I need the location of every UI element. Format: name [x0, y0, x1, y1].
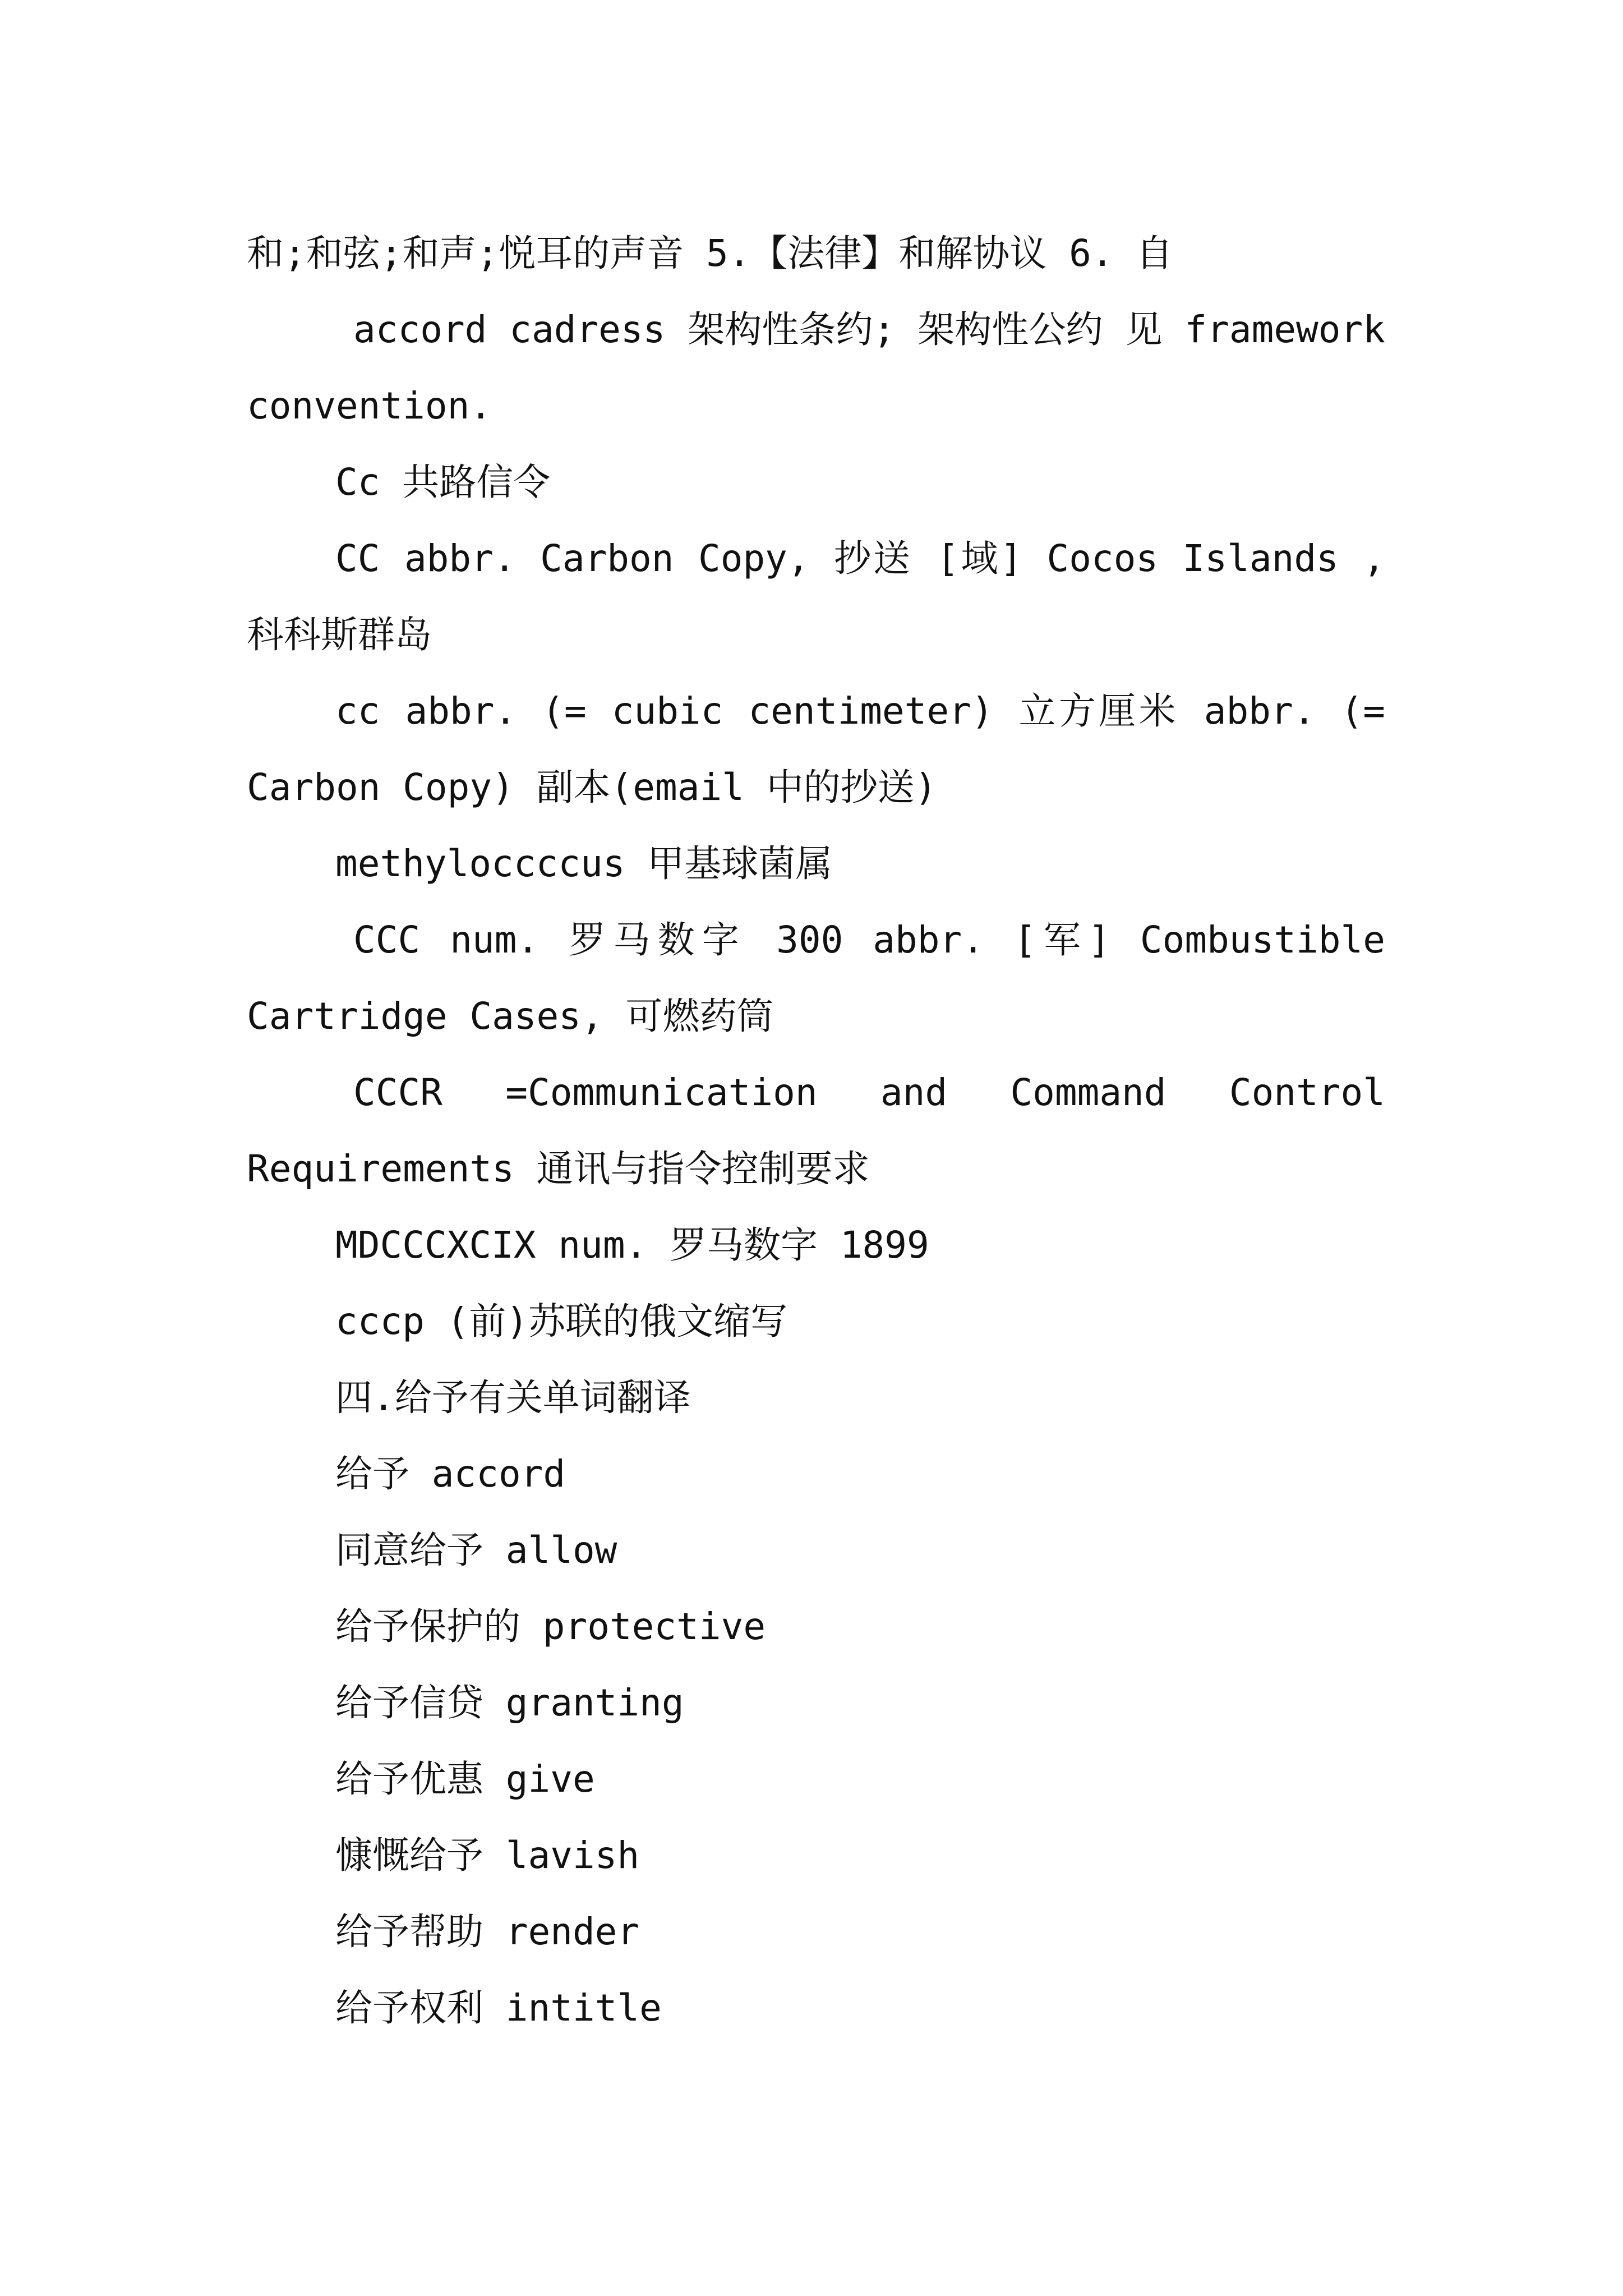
translation-item: 给予保护的 protective: [335, 1605, 766, 1648]
paragraph-10: cccp (前)苏联的俄文缩写: [335, 1300, 788, 1343]
document-body: [247, 215, 1385, 2046]
translation-item: 给予 accord: [335, 1452, 566, 1496]
translation-item: 同意给予 allow: [335, 1529, 617, 1572]
paragraph-5: cc abbr. (= cubic centimeter) 立方厘米 abbr. (= Carbon Copy) 副本(email 中的抄送): [247, 689, 1385, 809]
paragraph-8: CCCR =Communication and Command Control Requirements 通讯与指令控制要求: [247, 1071, 1385, 1190]
paragraph-6: methyloccccus 甲基球菌属: [335, 842, 833, 885]
translation-item: 给予帮助 render: [335, 1910, 640, 1953]
translation-item: 慷慨给予 lavish: [335, 1834, 640, 1877]
paragraph-7: CCC num. 罗马数字 300 abbr. [军] Combustible Cartridge Cases, 可燃药筒: [247, 918, 1385, 1038]
paragraph-3: Cc 共路信令: [335, 461, 551, 504]
paragraph-2: accord cadress 架构性条约; 架构性公约 见 framework convention.: [247, 308, 1385, 427]
translation-item: 给予权利 intitle: [335, 1986, 662, 2030]
paragraph-1: 和;和弦;和声;悦耳的声音 5.【法律】和解协议 6. 自: [247, 232, 1173, 275]
translation-item: 给予优惠 give: [335, 1757, 595, 1801]
paragraph-4: CC abbr. Carbon Copy, 抄送 [域] Cocos Islands , 科科斯群岛: [247, 537, 1385, 656]
translation-item: 给予信贷 granting: [335, 1681, 684, 1724]
paragraph-9: MDCCCXCIX num. 罗马数字 1899: [335, 1223, 929, 1267]
section-heading: 四.给予有关单词翻译: [335, 1376, 691, 1419]
